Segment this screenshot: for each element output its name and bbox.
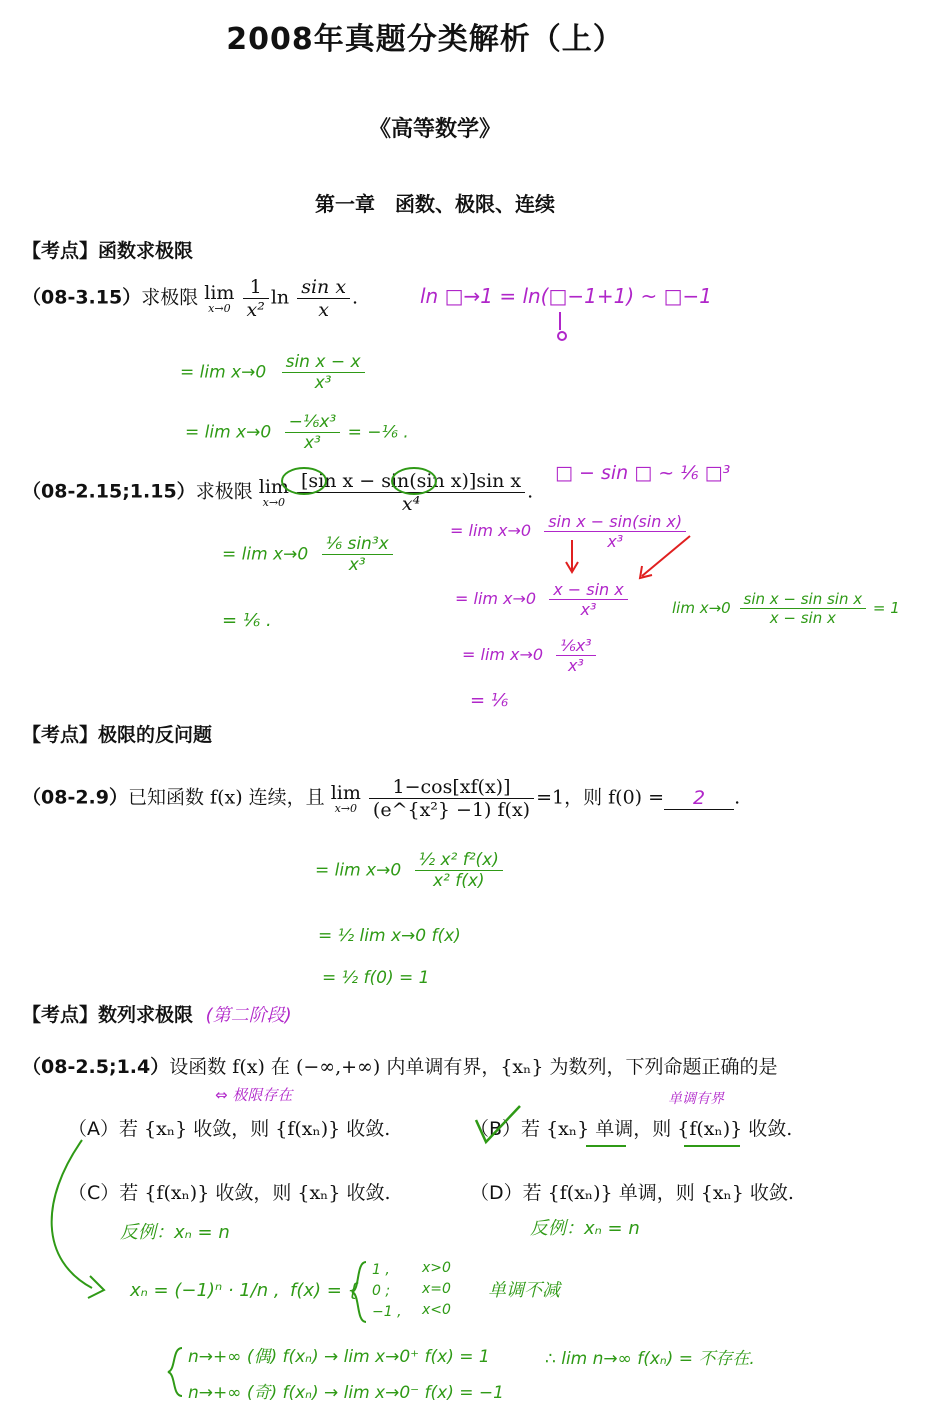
handwritten-step: = lim x→0 $\frac{\text{⅙x³}}{\text{x³}}$	[462, 636, 598, 675]
handwritten-step: = lim x→0 $\frac{\text{x − sin x}}{\text{x³}}$	[455, 580, 630, 619]
handwritten-note: 单调不减	[488, 1280, 560, 1301]
handwritten-step: = ½ lim x→0 f(x)	[318, 926, 461, 946]
problem-text: 设函数 f(x) 在 (−∞,+∞) 内单调有界，{xₙ} 为数列，下列命题正确的是	[169, 1056, 778, 1078]
problem-text: 已知函数 f(x) 连续，且	[128, 786, 325, 809]
handwritten-step: = lim x→0 $\frac{\text{sin x − x}}{\text{x³}}$	[180, 352, 367, 393]
chapter-title: 第一章 函数、极限、连续	[315, 192, 555, 216]
problem-id: （08-2.5;1.4）	[22, 1056, 170, 1078]
handwritten-piecewise-conditions: x>0 x=0 x<0	[422, 1260, 451, 1318]
handwritten-note: (第二阶段)	[205, 1005, 292, 1026]
option-a: （A）若 {xₙ} 收敛，则 {f(xₙ)} 收敛.	[68, 1118, 391, 1140]
problem-text: 求极限	[195, 480, 253, 503]
handwritten-conclusion: ∴ lim n→∞ f(xₙ) = 不存在.	[545, 1349, 755, 1369]
handwritten-note: ⇔ 极限存在	[215, 1086, 293, 1104]
handwritten-note: 反例：xₙ = n	[120, 1222, 230, 1243]
problem-id: （08-2.15;1.15）	[22, 480, 196, 503]
fraction: $\frac{1}{\text{x²}}$	[243, 276, 269, 321]
fraction: $\frac{\text{sin x}}{x}$	[297, 276, 350, 321]
handwritten-step: = lim x→0 $\frac{\text{sin x − sin(sin x)}}{\text{x³}}$	[450, 512, 688, 551]
option-c: （C）若 {f(xₙ)} 收敛，则 {xₙ} 收敛.	[68, 1182, 391, 1204]
fraction: $\frac{1-\cos[xf(x)]}{\text{(e\textasciicircum{}\{x²\} −1) f(x)}}$	[369, 776, 534, 821]
limit-operator: lim x→0	[204, 281, 235, 315]
fraction: $\frac{\text{[sin x − sin(sin x)]sin x}}{\text{x⁴}}$	[297, 470, 525, 515]
handwritten-step: = ½ f(0) = 1	[322, 968, 430, 988]
section-heading-limits: 【考点】函数求极限	[22, 240, 194, 262]
handwritten-case-odd: n→+∞ (奇) f(xₙ) → lim x→0⁻ f(x) = −1	[188, 1383, 504, 1403]
handwritten-step: = lim x→0 $\frac{\text{½ x² f²(x)}}{\text{x² f(x)}}$	[315, 850, 505, 891]
problem-id: （08-3.15）	[22, 286, 142, 309]
handwritten-counterexample: f(x) = {	[290, 1280, 360, 1301]
limit-operator: lim x→0	[330, 781, 361, 815]
problem-08-3-15: （08-3.15）求极限 lim x→0 $\frac{1}{\text{x²}}$ ln $\frac{\text{sin x}}{x}$ .	[22, 276, 359, 321]
document-title: 2008年真题分类解析（上）	[226, 22, 624, 57]
ln-text: ln	[270, 286, 290, 309]
option-d: （D）若 {f(xₙ)} 单调，则 {xₙ} 收敛.	[470, 1182, 794, 1204]
answer-blank: 2	[664, 787, 734, 810]
handwritten-counterexample: xₙ = (−1)ⁿ · 1/n ,	[130, 1280, 280, 1301]
handwritten-step: = ⅙	[470, 690, 509, 711]
handwritten-note: 反例：xₙ = n	[530, 1218, 640, 1239]
problem-08-2-9: （08-2.9）已知函数 f(x) 连续，且 lim x→0 $\frac{1-\cos[xf(x)]}{\text{(e\textasciicircum{}\{x²\} −1) f(x)}}$ =1，则 f(0) = 2 .	[22, 776, 741, 821]
section-heading-sequence: 【考点】数列求极限 (第二阶段)	[22, 1004, 292, 1026]
problem-08-2-15: （08-2.15;1.15）求极限 lim x→0 $\frac{\text{[sin x − sin(sin x)]sin x}}{\text{x⁴}}$ .	[22, 470, 534, 515]
section-heading-inverse: 【考点】极限的反问题	[22, 724, 213, 746]
handwritten-piecewise-values: 1 , 0 ; −1 ,	[372, 1262, 402, 1320]
handwritten-note: 单调有界	[668, 1091, 724, 1107]
handwritten-side-note: lim x→0 $\frac{\text{sin x − sin sin x}}{\text{x − sin x}}$ = 1	[672, 590, 900, 627]
option-b: （B）若 {xₙ} 单调，则 {f(xₙ)} 收敛.	[470, 1118, 793, 1140]
problem-08-2-5	[22, 1052, 778, 1079]
problem-text: 求极限	[141, 286, 199, 309]
limit-operator: lim x→0	[258, 475, 289, 509]
problem-id: （08-2.9）	[22, 786, 128, 809]
handwritten-step: = lim x→0 $\frac{\text{⅙ sin³x}}{\text{x³}}$	[222, 534, 395, 575]
subject-title: 《高等数学》	[368, 117, 501, 142]
handwritten-note: □ − sin □ ~ ⅙ □³	[555, 462, 731, 484]
handwritten-case-even: n→+∞ (偶) f(xₙ) → lim x→0⁺ f(x) = 1	[188, 1347, 490, 1367]
handwritten-step: = lim x→0 $\frac{\text{−⅙x³}}{\text{x³}}$ = −⅙ .	[185, 412, 409, 453]
handwritten-step: = ⅙ .	[222, 610, 272, 631]
handwritten-note: ln □→1 = ln(□−1+1) ~ □−1	[420, 284, 712, 308]
